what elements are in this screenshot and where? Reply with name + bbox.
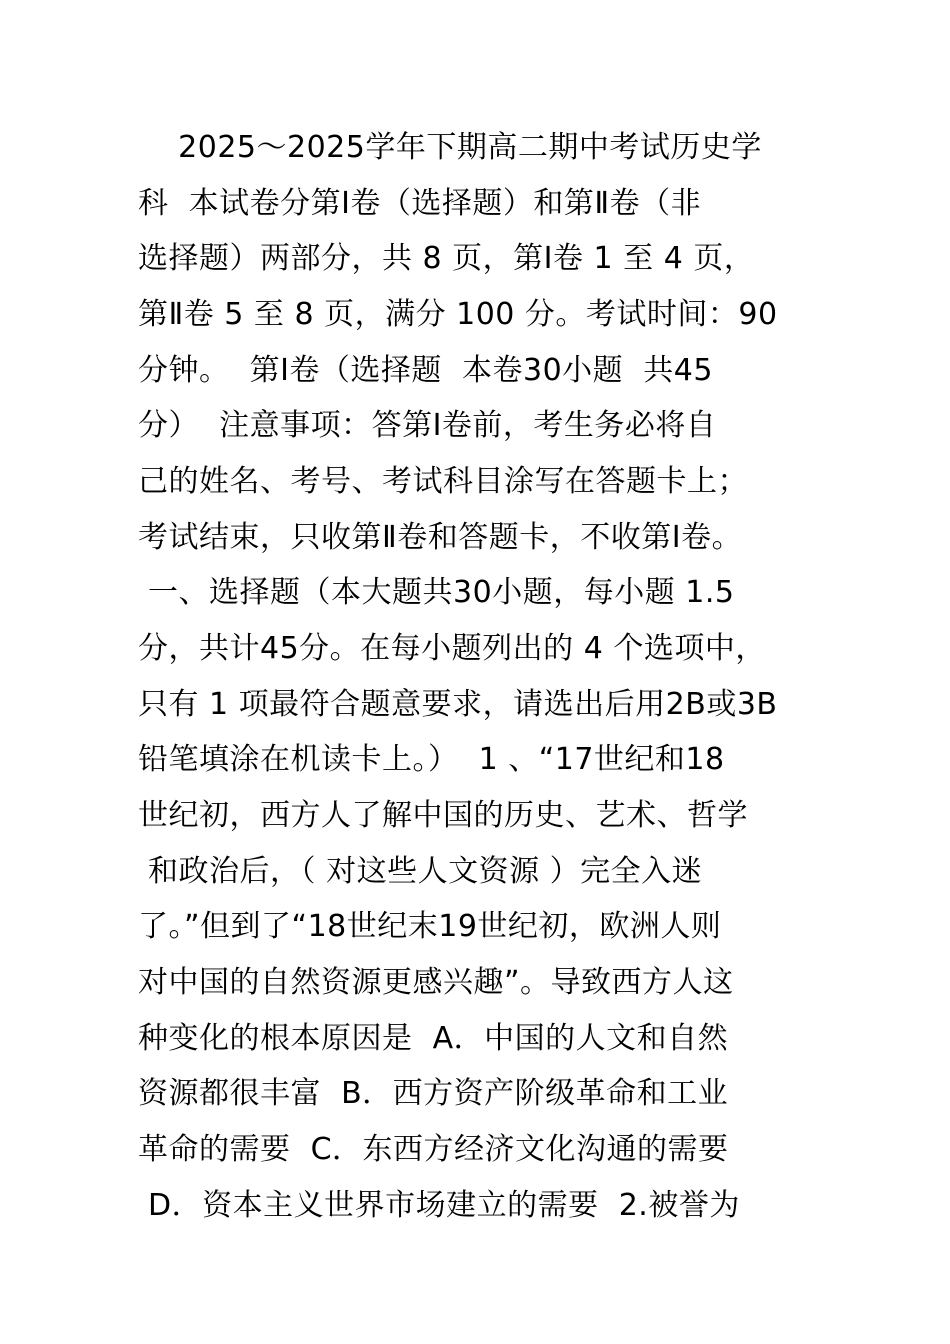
text-line: 革命的需要 C．东西方经济文化沟通的需要 xyxy=(138,1132,729,1167)
text-line: 分，共计45分。在每小题列出的 4 个选项中， xyxy=(138,631,766,666)
text-line: 选择题）两部分，共 8 页，第Ⅰ卷 1 至 4 页， xyxy=(138,241,755,276)
text-line: 铅笔填涂在机读卡上。） 1 、“17世纪和18 xyxy=(138,742,725,777)
text-line: 己的姓名、考号、考试科目涂写在答题卡上； xyxy=(138,464,748,499)
text-line: 2025～2025学年下期高二期中考试历史学 xyxy=(138,130,762,165)
text-line: 了。”但到了“18世纪末19世纪初，欧洲人则 xyxy=(138,909,722,944)
text-line: 分钟。 第Ⅰ卷（选择题 本卷30小题 共45 xyxy=(138,353,713,388)
text-line: 种变化的根本原因是 A．中国的人文和自然 xyxy=(138,1021,729,1056)
text-line: 世纪初，西方人了解中国的历史、艺术、哲学 xyxy=(138,798,748,833)
text-line: 科 本试卷分第Ⅰ卷（选择题）和第Ⅱ卷（非 xyxy=(138,186,702,221)
text-line: 资源都很丰富 B．西方资产阶级革命和工业 xyxy=(138,1076,729,1111)
text-line: 和政治后，（ 对这些人文资源 ）完全入迷 xyxy=(138,854,703,889)
text-line: 第Ⅱ卷 5 至 8 页，满分 100 分。考试时间：90 xyxy=(138,297,778,332)
text-line: 对中国的自然资源更感兴趣”。导致西方人这 xyxy=(138,965,734,1000)
text-line: 只有 1 项最符合题意要求，请选出后用2B或3B xyxy=(138,687,778,722)
text-line: 一、选择题（本大题共30小题，每小题 1.5 xyxy=(138,575,735,610)
text-line: D．资本主义世界市场建立的需要 2.被誉为 xyxy=(138,1188,740,1223)
text-line: 分） 注意事项：答第Ⅰ卷前，考生务必将自 xyxy=(138,408,717,443)
text-line: 考试结束，只收第Ⅱ卷和答题卡，不收第Ⅰ卷。 xyxy=(138,520,743,555)
